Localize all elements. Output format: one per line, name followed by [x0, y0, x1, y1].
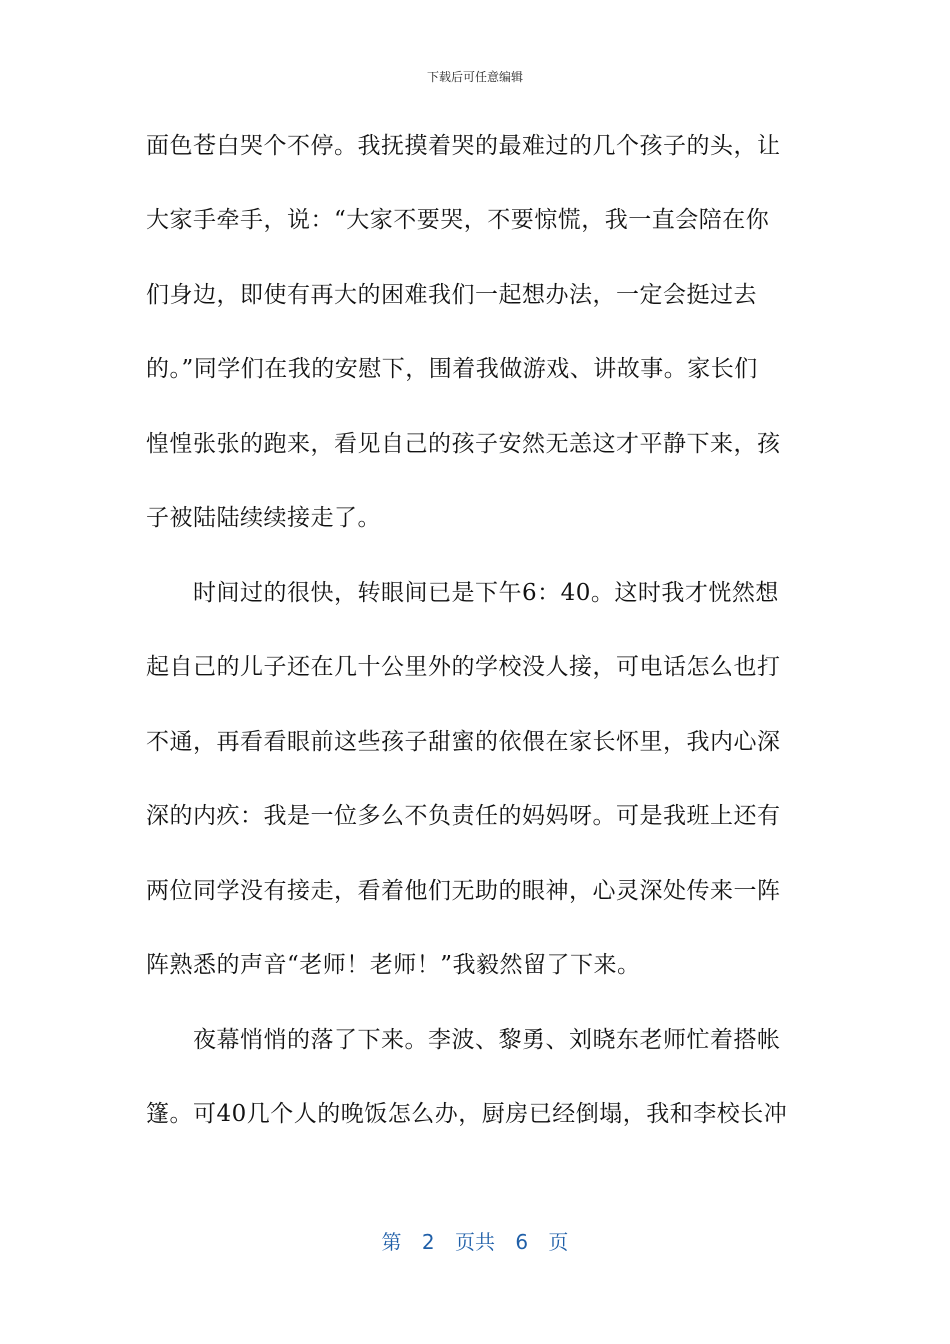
text-line: 惶惶张张的跑来，看见自己的孩子安然无恙这才平静下来，孩	[146, 431, 781, 457]
text-line: 子被陆陆续续接走了。	[146, 505, 381, 531]
page-number-footer: 第 2 页共 6 页	[381, 1230, 569, 1254]
text-line: 两位同学没有接走，看着他们无助的眼神，心灵深处传来一阵	[146, 878, 781, 904]
text-line: 阵熟悉的声音“老师！老师！”我毅然留了下来。	[146, 952, 641, 978]
text-line: 篷。可40几个人的晚饭怎么办，厨房已经倒塌，我和李校长冲	[146, 1101, 788, 1127]
text-line: 夜幕悄悄的落了下来。李波、黎勇、刘晓东老师忙着搭帐	[146, 1027, 781, 1053]
page-header-note: 下载后可任意编辑	[426, 70, 523, 84]
text-line: 不通，再看看眼前这些孩子甜蜜的依偎在家长怀里，我内心深	[146, 729, 781, 755]
text-line: 们身边，即使有再大的困难我们一起想办法，一定会挺过去	[146, 282, 757, 308]
text-line: 大家手牵手，说：“大家不要哭，不要惊慌，我一直会陪在你	[146, 207, 770, 233]
text-line: 面色苍白哭个不停。我抚摸着哭的最难过的几个孩子的头，让	[146, 133, 781, 159]
text-line: 的。”同学们在我的安慰下，围着我做游戏、讲故事。家长们	[146, 356, 758, 382]
text-line: 时间过的很快，转眼间已是下午6：40。这时我才恍然想	[146, 580, 779, 606]
text-line: 深的内疚：我是一位多么不负责任的妈妈呀。可是我班上还有	[146, 803, 781, 829]
text-line: 起自己的儿子还在几十公里外的学校没人接，可电话怎么也打	[146, 654, 781, 680]
